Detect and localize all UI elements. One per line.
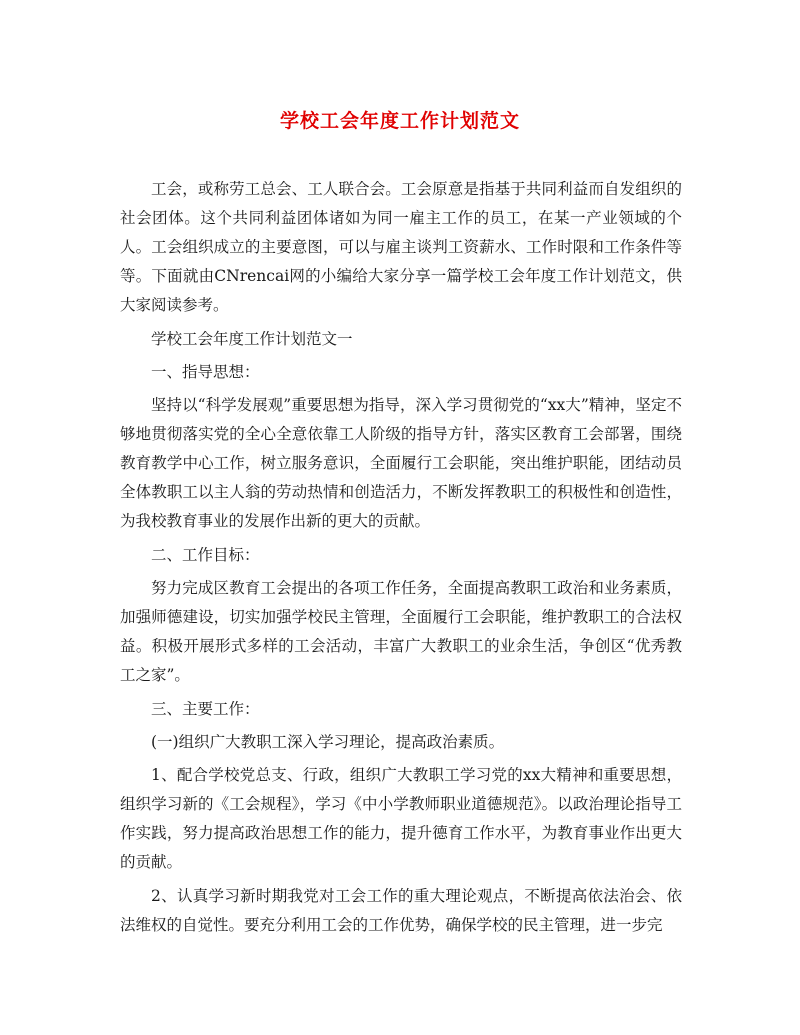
document-title: 学校工会年度工作计划范文 [279, 110, 520, 132]
paragraph-item-1: 1、配合学校党总支、行政，组织广大教职工学习党的xx大精神和重要思想，组织学习新的《工会规程》，学习《中小学教师职业道德规范》。以政治理论指导工作实践，努力提高政治思想工作的能力，提升德育工作水平，为教育事业作出更大的贡献。 [120, 766, 682, 871]
heading-main-work: 三、主要工作： [151, 700, 260, 718]
paragraph-work-goals: 努力完成区教育工会提出的各项工作任务，全面提高教职工政治和业务素质，加强师德建设，切实加强学校民主管理，全面履行工会职能，维护教职工的合法权益。积极开展形式多样的工会活动，丰富广大教职工的业余生活，争创区“优秀教工之家”。 [120, 579, 682, 684]
heading-guiding-thought: 一、指导思想： [151, 363, 260, 381]
subheading-study-theory: (一)组织广大教职工深入学习理论，提高政治素质。 [151, 733, 505, 751]
paragraph-guiding-thought: 坚持以“科学发展观”重要思想为指导，深入学习贯彻党的“xx大”精神，坚定不够地贯彻落实党的全心全意依靠工人阶级的指导方针，落实区教育工会部署，围绕教育教学中心工作，树立服务意识，全面履行工会职能，突出维护职能，团结动员全体教职工以主人翁的劳动热情和创造活力，不断发挥教职工的积极性和创造性，为我校教育事业的发展作出新的更大的贡献。 [120, 396, 682, 530]
heading-work-goals: 二、工作目标： [151, 546, 260, 564]
paragraph-item-2: 2、认真学习新时期我党对工会工作的重大理论观点，不断提高依法治会、依法维权的自觉性。要充分利用工会的工作优势，确保学校的民主管理，进一步完 [120, 887, 682, 934]
section-title: 学校工会年度工作计划范文一 [151, 330, 353, 348]
intro-paragraph: 工会，或称劳工总会、工人联合会。工会原意是指基于共同利益而自发组织的社会团体。这个共同利益团体诸如为同一雇主工作的员工，在某一产业领域的个人。工会组织成立的主要意图，可以与雇主谈判工资薪水、工作时限和工作条件等等。下面就由CNrencai网的小编给大家分享一篇学校工会年度工作计划范文，供大家阅读参考。 [120, 180, 682, 314]
document-body [120, 175, 682, 940]
